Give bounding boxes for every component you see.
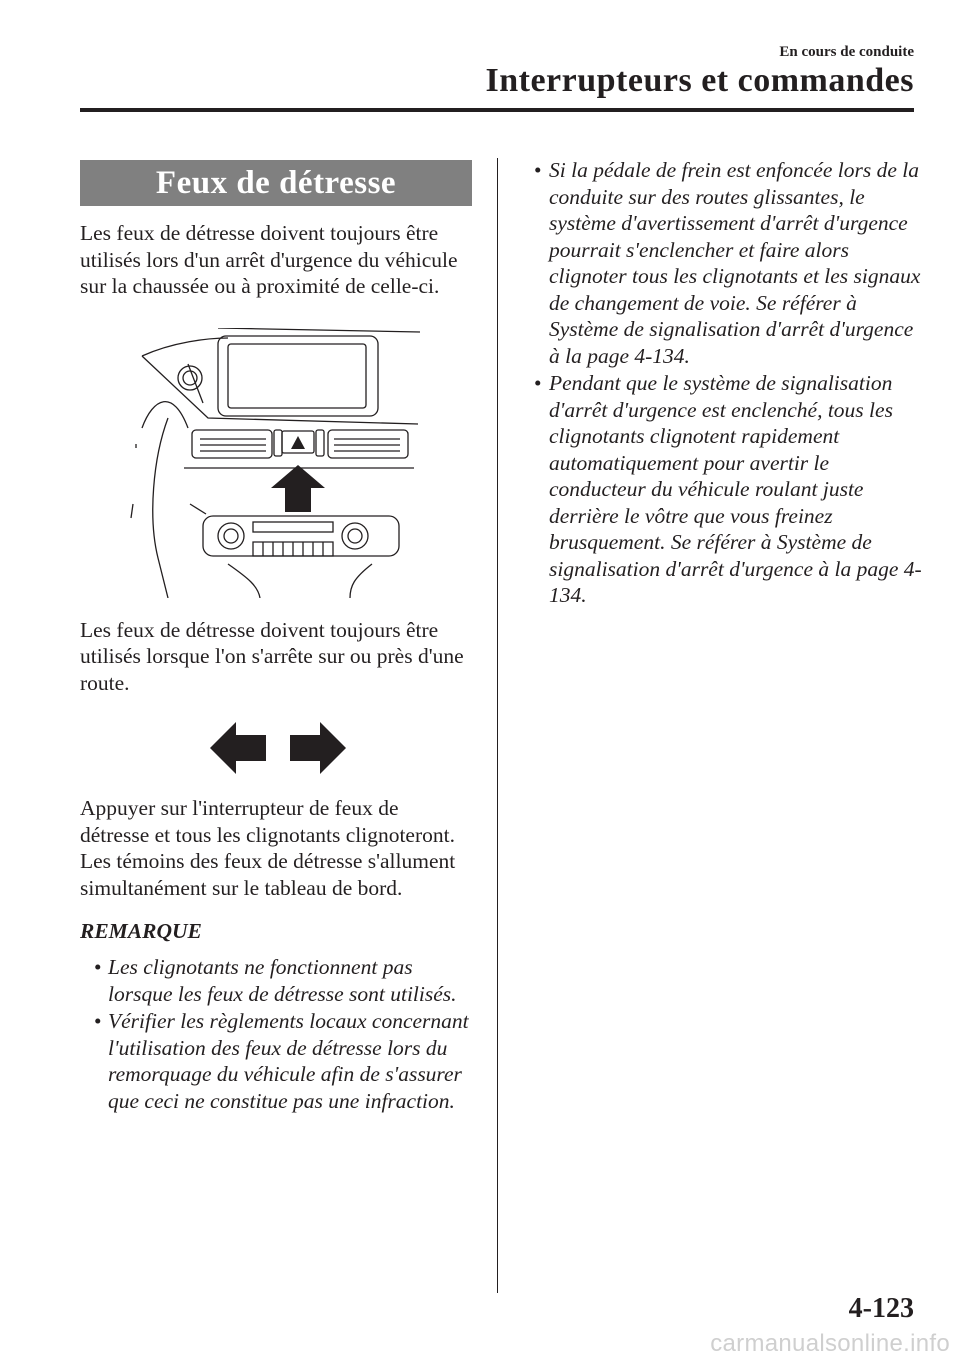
bullet-dot: • [534, 371, 542, 395]
remark-item-text: Si la pédale de frein est enfoncée lors de la conduite sur des routes glissantes, le système d'avertissement d'arrêt d'urgence pourrait s'enclencher et faire alors clignoter tous les clignotants et les signaux de changement de voie. Se référer à Système de signalisation d'arrêt d'urgence à la page 4-134. [549, 158, 921, 368]
remark-item [522, 370, 922, 609]
page-number: 4-123 [848, 1293, 914, 1324]
remark-item-text: Vérifier les règlements locaux concernant l'utilisation des feux de détresse lors du remorquage du véhicule afin de s'assurer que ceci ne constitue pas une infraction. [108, 1009, 469, 1113]
remark-item [80, 954, 472, 1007]
remark-item-text: Les clignotants ne fonctionnent pas lorsque les feux de détresse sont utilisés. [108, 955, 457, 1006]
remark-title: REMARQUE [80, 919, 202, 943]
column-divider [497, 158, 498, 1293]
usage-paragraph: Les feux de détresse doivent toujours être utilisés lorsque l'on s'arrête sur ou près d'une route. [80, 617, 464, 695]
remark-list [80, 954, 472, 1114]
bullet-dot: • [94, 955, 102, 979]
hazard-switch-dashboard-illustration [128, 328, 428, 598]
turn-signal-indicator-arrows [208, 720, 348, 776]
header-rule [80, 108, 914, 112]
right-column [522, 157, 922, 610]
remark-item [522, 157, 922, 369]
section-title: Feux de détresse [80, 160, 472, 206]
left-column [80, 160, 472, 1115]
bullet-dot: • [94, 1009, 102, 1033]
remark-item-text: Pendant que le système de signalisation d'arrêt d'urgence est enclenché, tous les clignotants clignotent rapidement automatiquement pour avertir le conducteur du véhicule roulant juste derrière le vôtre que vous freinez brusquement. Se référer à Système de signalisation d'arrêt d'urgence à la page 4-134. [549, 371, 922, 607]
intro-paragraph: Les feux de détresse doivent toujours être utilisés lors d'un arrêt d'urgence du véhicule sur la chaussée ou à proximité de celle-ci. [80, 221, 458, 298]
bullet-dot: • [534, 158, 542, 182]
watermark: carmanualsonline.info [710, 1330, 950, 1357]
operation-paragraph: Appuyer sur l'interrupteur de feux de détresse et tous les clignotants clignoteront. Les témoins des feux de détresse s'allument simultanément sur le tableau de bord. [80, 796, 456, 900]
header-title: Interrupteurs et commandes [485, 62, 914, 99]
right-remark-list [522, 157, 922, 609]
remark-item [80, 1008, 472, 1114]
header-chapter: En cours de conduite [779, 44, 914, 60]
